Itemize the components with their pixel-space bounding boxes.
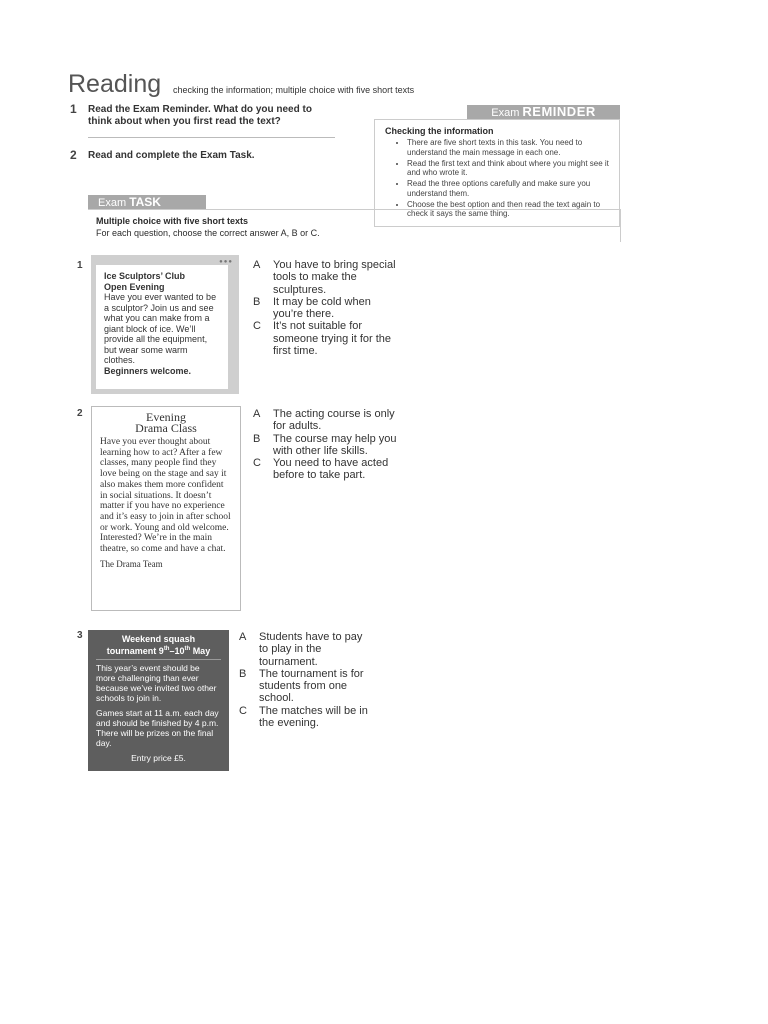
notice-3-heading-line1: Weekend squash bbox=[121, 634, 196, 644]
option-text: The course may help you with other life skills. bbox=[273, 432, 397, 457]
option-c[interactable] bbox=[239, 705, 369, 730]
notice-1-heading-line1: Ice Sculptors’ Club bbox=[104, 271, 186, 281]
exam-task-heading: Multiple choice with five short texts bbox=[96, 216, 249, 226]
option-text: You need to have acted before to take part. bbox=[273, 457, 389, 482]
option-a[interactable] bbox=[253, 259, 398, 296]
option-letter: B bbox=[253, 432, 261, 445]
option-letter: B bbox=[239, 667, 247, 680]
exam-task-tab-prefix: Exam bbox=[98, 197, 127, 209]
item-2-options bbox=[253, 408, 398, 482]
item-3-number: 3 bbox=[77, 630, 83, 641]
item-1-options bbox=[253, 259, 398, 357]
exam-task-tab bbox=[88, 195, 206, 209]
question-1-text bbox=[88, 104, 348, 128]
question-2-text: Read and complete the Exam Task. bbox=[88, 150, 255, 161]
option-a[interactable] bbox=[253, 408, 398, 433]
reminder-bullet: • There are five short texts in this task. You need to understand the main message in each one. bbox=[407, 138, 611, 157]
option-letter: C bbox=[239, 704, 247, 717]
dots-icon: ●●● bbox=[219, 259, 233, 265]
option-text: The acting course is only for adults. bbox=[273, 408, 395, 433]
option-text: The matches will be in the evening. bbox=[259, 704, 368, 730]
option-letter: A bbox=[253, 408, 261, 420]
option-text: You have to bring special tools to make the sculptures. bbox=[273, 259, 396, 296]
option-text: Students have to pay to play in the tournament. bbox=[259, 631, 363, 668]
item-1-number: 1 bbox=[77, 260, 83, 271]
notice-1-footer: Beginners welcome. bbox=[104, 365, 192, 376]
notice-1-body: Have you ever wanted to be a sculptor? Join us and see what you can make from a giant block of ice. We’ll provide all the equipment, but wear some warm clothes. bbox=[104, 292, 217, 365]
question-2-number: 2 bbox=[70, 148, 77, 162]
option-letter: A bbox=[239, 631, 247, 643]
notice-3-heading-post: May bbox=[190, 646, 211, 656]
reminder-bullet: • Choose the best option and then read the text again to check it says the same thing. bbox=[407, 200, 611, 219]
exam-reminder-heading: Checking the information bbox=[385, 126, 494, 136]
option-c[interactable] bbox=[253, 457, 398, 482]
question-1-line2: think about when you first read the text? bbox=[88, 116, 281, 127]
notice-3-heading-sup1: th bbox=[163, 646, 170, 652]
notice-3-footer: Entry price £5. bbox=[131, 753, 186, 763]
exam-task-tab-word: TASK bbox=[129, 195, 161, 209]
notice-squash-tournament bbox=[88, 630, 229, 771]
option-letter: C bbox=[253, 320, 261, 333]
option-text: It may be cold when you’re there. bbox=[273, 295, 371, 321]
notice-3-para1: This year’s event should be more challenging than ever because we’ve invited two other schools to join in. bbox=[96, 663, 217, 703]
option-c[interactable] bbox=[253, 320, 398, 357]
option-text: The tournament is for students from one school. bbox=[259, 667, 364, 705]
option-letter: C bbox=[253, 457, 261, 470]
notice-3-heading-mid: –10 bbox=[169, 646, 185, 656]
question-1-line1: Read the Exam Reminder. What do you need to bbox=[88, 104, 312, 115]
option-letter: B bbox=[253, 295, 261, 308]
notice-3-heading-line2 bbox=[96, 644, 221, 656]
notice-1-heading-line2: Open Evening bbox=[104, 281, 165, 292]
notice-ice-sculptors bbox=[91, 255, 239, 394]
reminder-bullet: • Read the first text and think about where you might see it and who wrote it. bbox=[407, 159, 611, 178]
exam-reminder-tab bbox=[467, 105, 620, 119]
option-b[interactable] bbox=[253, 296, 398, 321]
exam-task-instruction: For each question, choose the correct answer A, B or C. bbox=[96, 228, 320, 238]
notice-ice-sculptors-card bbox=[96, 265, 228, 389]
reminder-bullet: • Read the three options carefully and make sure you understand them. bbox=[407, 179, 611, 198]
notice-2-footer: The Drama Team bbox=[100, 558, 163, 569]
option-b[interactable] bbox=[239, 668, 369, 705]
notice-2-heading-line1: Evening bbox=[146, 410, 186, 424]
exam-task-box bbox=[88, 209, 621, 242]
exam-reminder-list bbox=[383, 138, 611, 219]
item-3-options bbox=[239, 631, 369, 729]
notice-2-heading-line2: Drama Class bbox=[135, 421, 197, 435]
question-1-number: 1 bbox=[70, 102, 77, 116]
notice-2-body: Have you ever thought about learning how to act? After a few classes, many people find they love being on the stage and say it also makes them more confident in social situations. It doesn’t matter if you have no experience and it’s easy to join in after school or work. Young and old welcome. Interested? We’re in the main theatre, so come and have a chat. bbox=[100, 437, 231, 555]
option-a[interactable] bbox=[239, 631, 369, 668]
divider bbox=[96, 659, 221, 660]
notice-drama-class bbox=[91, 406, 241, 611]
option-text: It’s not suitable for someone trying it for the first time. bbox=[273, 320, 392, 358]
notice-3-heading-sup2: th bbox=[184, 646, 191, 652]
exam-reminder-tab-word: REMINDER bbox=[522, 104, 596, 119]
notice-3-heading-pre: tournament 9 bbox=[106, 646, 164, 656]
option-letter: A bbox=[253, 259, 261, 271]
exam-reminder-tab-prefix: Exam bbox=[491, 107, 520, 119]
item-2-number: 2 bbox=[77, 408, 83, 419]
option-b[interactable] bbox=[253, 433, 398, 458]
answer-line bbox=[88, 137, 335, 138]
page-subtitle: checking the information; multiple choice with five short texts bbox=[173, 85, 415, 95]
page-title: Reading bbox=[68, 70, 162, 98]
notice-3-para2: Games start at 11 a.m. each day and should be finished by 4 p.m. There will be prizes on the final day. bbox=[96, 708, 219, 748]
